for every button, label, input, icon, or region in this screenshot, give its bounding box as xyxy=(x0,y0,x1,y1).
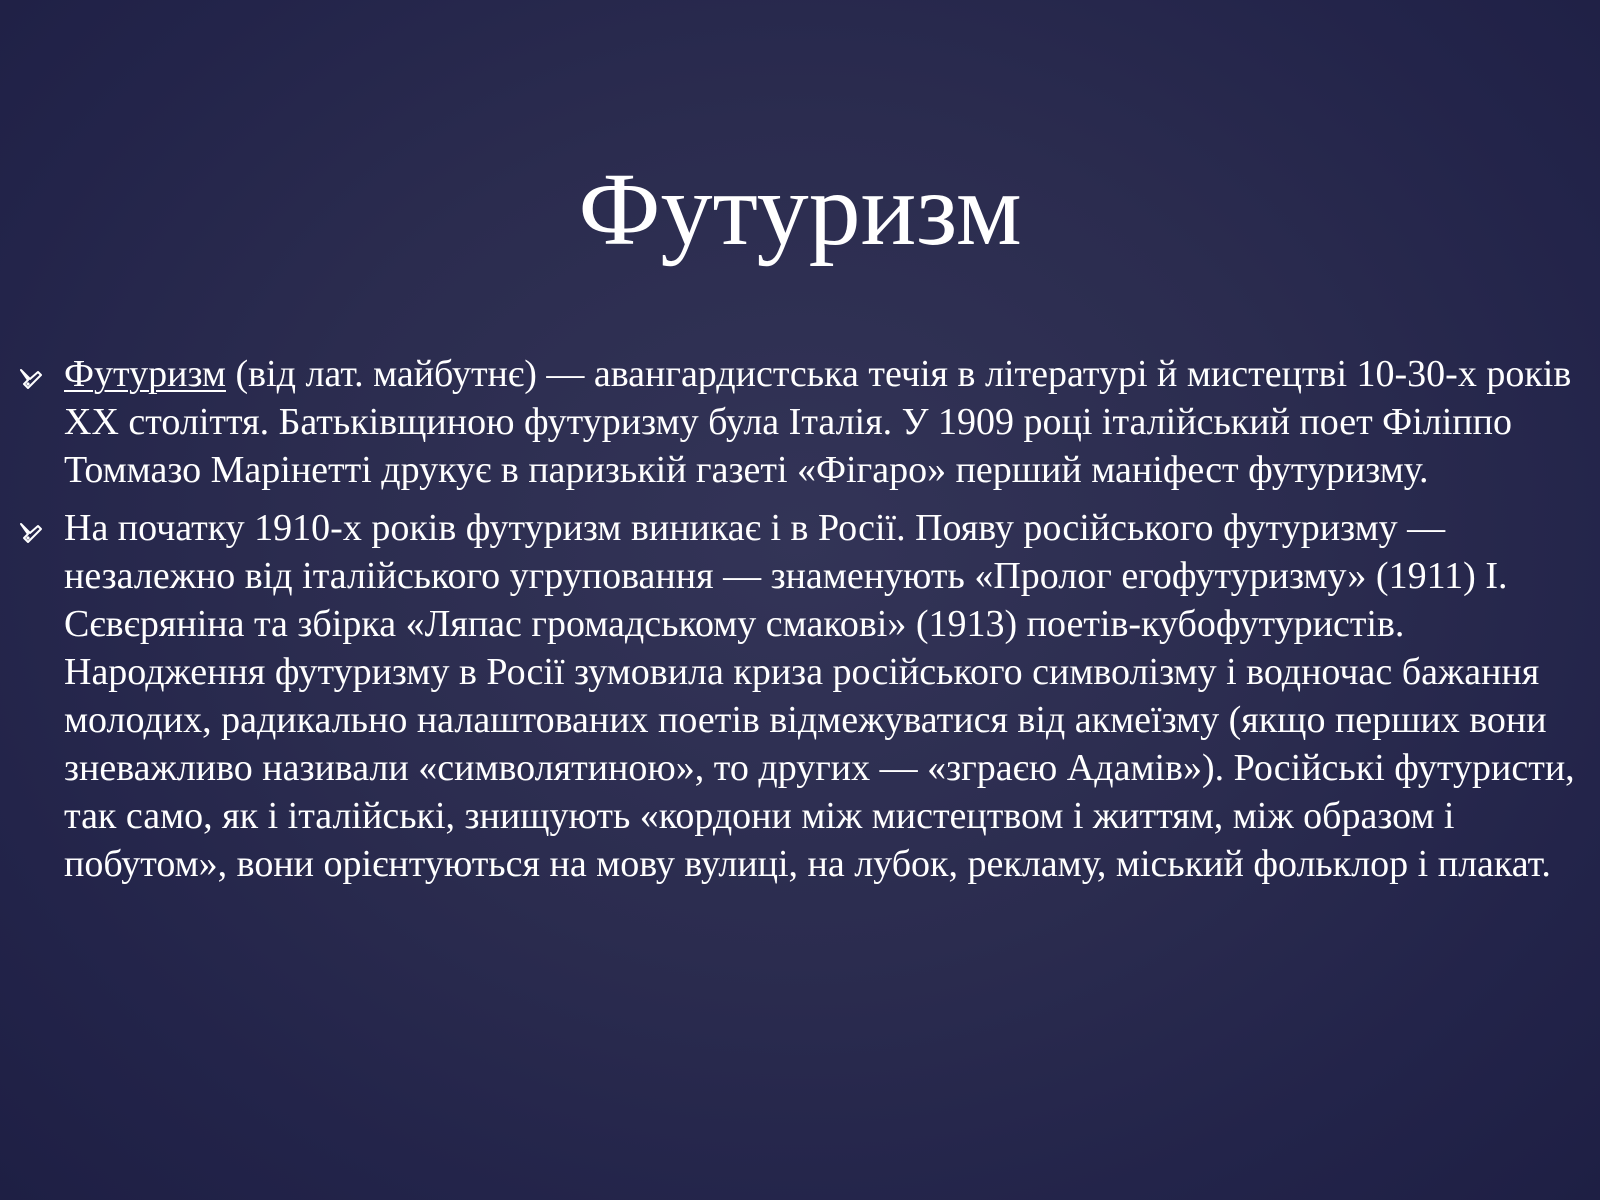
bullet-item xyxy=(18,504,1578,888)
pen-nib-icon xyxy=(18,364,44,390)
bullet-text: На початку 1910-х років футуризм виникає і в Росії. Появу російського футуризму — незалежно від італійського угруповання — знаменують «Пролог егофутуризму» (1911) І. Сєвєряніна та збірка «Ляпас громадському смакові» (1913) поетів-кубофутуристів. Народження футуризму в Росії зумовила криза російського символізму і водночас бажання молодих, радикально налаштованих поетів відмежуватися від акмеїзму (якщо перших вони зневажливо називали «символятиною», то других — «зграєю Адамів»). Російські футуристи, так само, як і італійські, знищують «кордони між мистецтвом і життям, між образом і побутом», вони орієнтуються на мову вулиці, на лубок, рекламу, міський фольклор і плакат. xyxy=(64,507,1575,885)
pen-nib-icon xyxy=(18,518,44,544)
bullet-text: (від лат. майбутнє) — авангардистська течія в літературі й мистецтві 10-30-х років XX століття. Батьківщиною футуризму була Італія. У 1909 році італійський поет Філіппо Томмазо Марінетті друкує в паризькій газеті «Фігаро» перший маніфест футуризму. xyxy=(64,353,1572,491)
bullet-term: Футуризм xyxy=(64,353,226,395)
bullet-list xyxy=(18,350,1578,898)
slide-title: Футуризм xyxy=(578,152,1022,267)
bullet-item xyxy=(18,350,1578,494)
